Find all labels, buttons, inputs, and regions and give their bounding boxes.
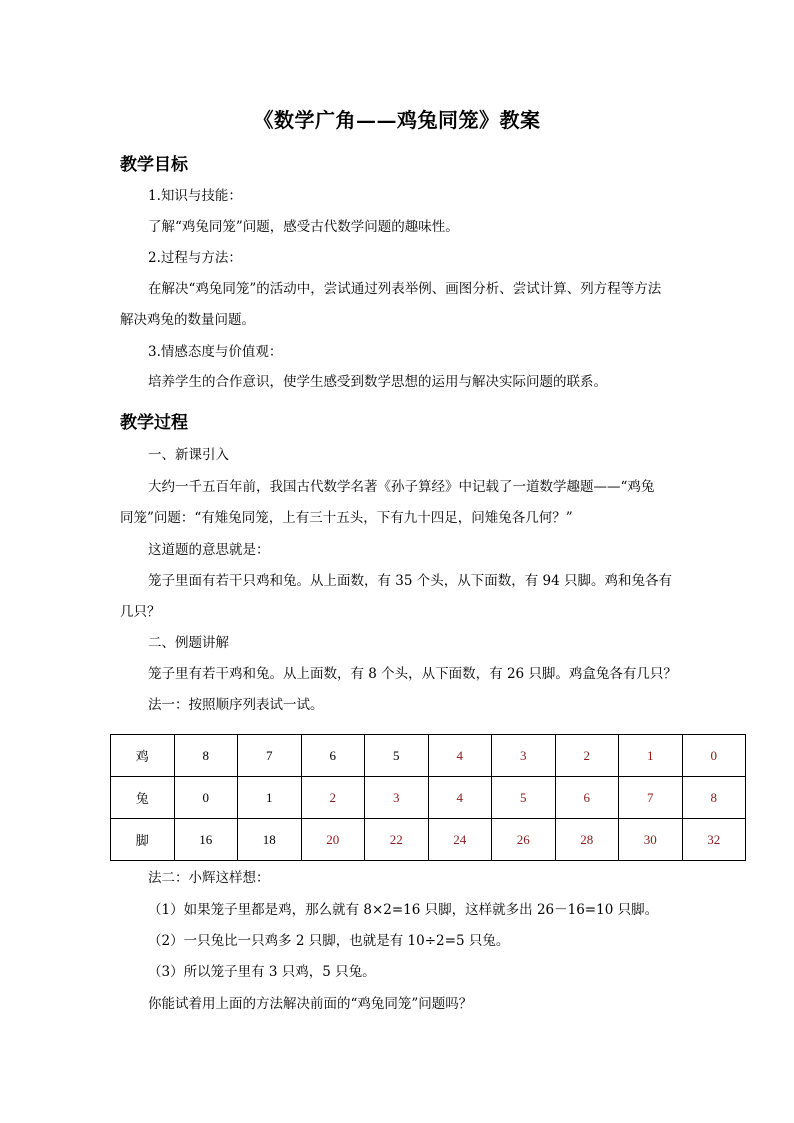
- table-cell: 28: [555, 819, 619, 861]
- part1-label: 一、新课引入: [148, 447, 229, 463]
- table-cell: 16: [174, 819, 238, 861]
- intro-text-b: 同笼”问题：“有雉兔同笼，上有三十五头，下有九十四足，问雉兔各几何？”: [120, 510, 573, 526]
- table-cell: 8: [174, 735, 238, 777]
- table-cell: 0: [682, 735, 746, 777]
- method2-text: 法二：小辉这样想：: [148, 870, 270, 886]
- problem-text-b: 几只？: [120, 604, 161, 620]
- table-cell: 26: [492, 819, 556, 861]
- row-label: 鸡: [111, 735, 175, 777]
- table-cell: 18: [238, 819, 302, 861]
- table-cell: 4: [428, 735, 492, 777]
- table-cell: 2: [301, 777, 365, 819]
- table-cell: 5: [365, 735, 429, 777]
- table-cell: 3: [492, 735, 556, 777]
- goal3-text: 培养学生的合作意识，使学生感受到数学思想的运用与解决实际问题的联系。: [148, 374, 607, 390]
- heading-goals: 教学目标: [120, 155, 188, 175]
- table-row-feet: [111, 819, 746, 861]
- goal2-text-b: 解决鸡兔的数量问题。: [120, 312, 255, 328]
- goal3-label: 3.情感态度与价值观：: [148, 344, 283, 360]
- table-cell: 1: [619, 735, 683, 777]
- method1-text: 法一：按照顺序列表试一试。: [148, 697, 324, 713]
- table-cell: 6: [555, 777, 619, 819]
- trial-table: [110, 734, 746, 861]
- table-cell: 7: [238, 735, 302, 777]
- table-cell: 20: [301, 819, 365, 861]
- table-row-chicken: [111, 735, 746, 777]
- goal2-label: 2.过程与方法：: [148, 250, 242, 266]
- meaning-text: 这道题的意思就是：: [148, 542, 270, 558]
- table-cell: 32: [682, 819, 746, 861]
- table-cell: 0: [174, 777, 238, 819]
- problem-text-a: 笼子里面有若干只鸡和兔。从上面数，有 35 个头，从下面数，有 94 只脚。鸡和兔各有: [148, 573, 673, 589]
- table-row-rabbit: [111, 777, 746, 819]
- step3-text: （3）所以笼子里有 3 只鸡，5 只兔。: [148, 964, 376, 980]
- table-cell: 6: [301, 735, 365, 777]
- row-label: 兔: [111, 777, 175, 819]
- table-cell: 30: [619, 819, 683, 861]
- part2-label: 二、例题讲解: [148, 635, 229, 651]
- heading-process: 教学过程: [120, 413, 188, 433]
- table-cell: 24: [428, 819, 492, 861]
- step2-text: （2）一只兔比一只鸡多 2 只脚，也就是有 10÷2=5 只兔。: [148, 933, 510, 949]
- table-cell: 22: [365, 819, 429, 861]
- goal1-text: 了解“鸡兔同笼”问题，感受古代数学问题的趣味性。: [148, 219, 459, 235]
- intro-text-a: 大约一千五百年前，我国古代数学名著《孙子算经》中记载了一道数学趣题——“鸡兔: [148, 479, 655, 495]
- table-cell: 5: [492, 777, 556, 819]
- table-cell: 7: [619, 777, 683, 819]
- table-cell: 3: [365, 777, 429, 819]
- table-cell: 4: [428, 777, 492, 819]
- table-cell: 1: [238, 777, 302, 819]
- row-label: 脚: [111, 819, 175, 861]
- table-cell: 8: [682, 777, 746, 819]
- goal2-text-a: 在解决“鸡兔同笼”的活动中，尝试通过列表举例、画图分析、尝试计算、列方程等方法: [148, 281, 662, 297]
- step1-text: （1）如果笼子里都是鸡，那么就有 8×2=16 只脚，这样就多出 26－16=10 只脚。: [148, 902, 659, 918]
- table-cell: 2: [555, 735, 619, 777]
- goal1-label: 1.知识与技能：: [148, 188, 242, 204]
- page-title: 《数学广角——鸡兔同笼》教案: [253, 108, 541, 132]
- example-text: 笼子里有若干鸡和兔。从上面数，有 8 个头，从下面数，有 26 只脚。鸡盒兔各有几只？: [148, 666, 677, 682]
- closing-text: 你能试着用上面的方法解决前面的“鸡兔同笼”问题吗？: [148, 996, 473, 1012]
